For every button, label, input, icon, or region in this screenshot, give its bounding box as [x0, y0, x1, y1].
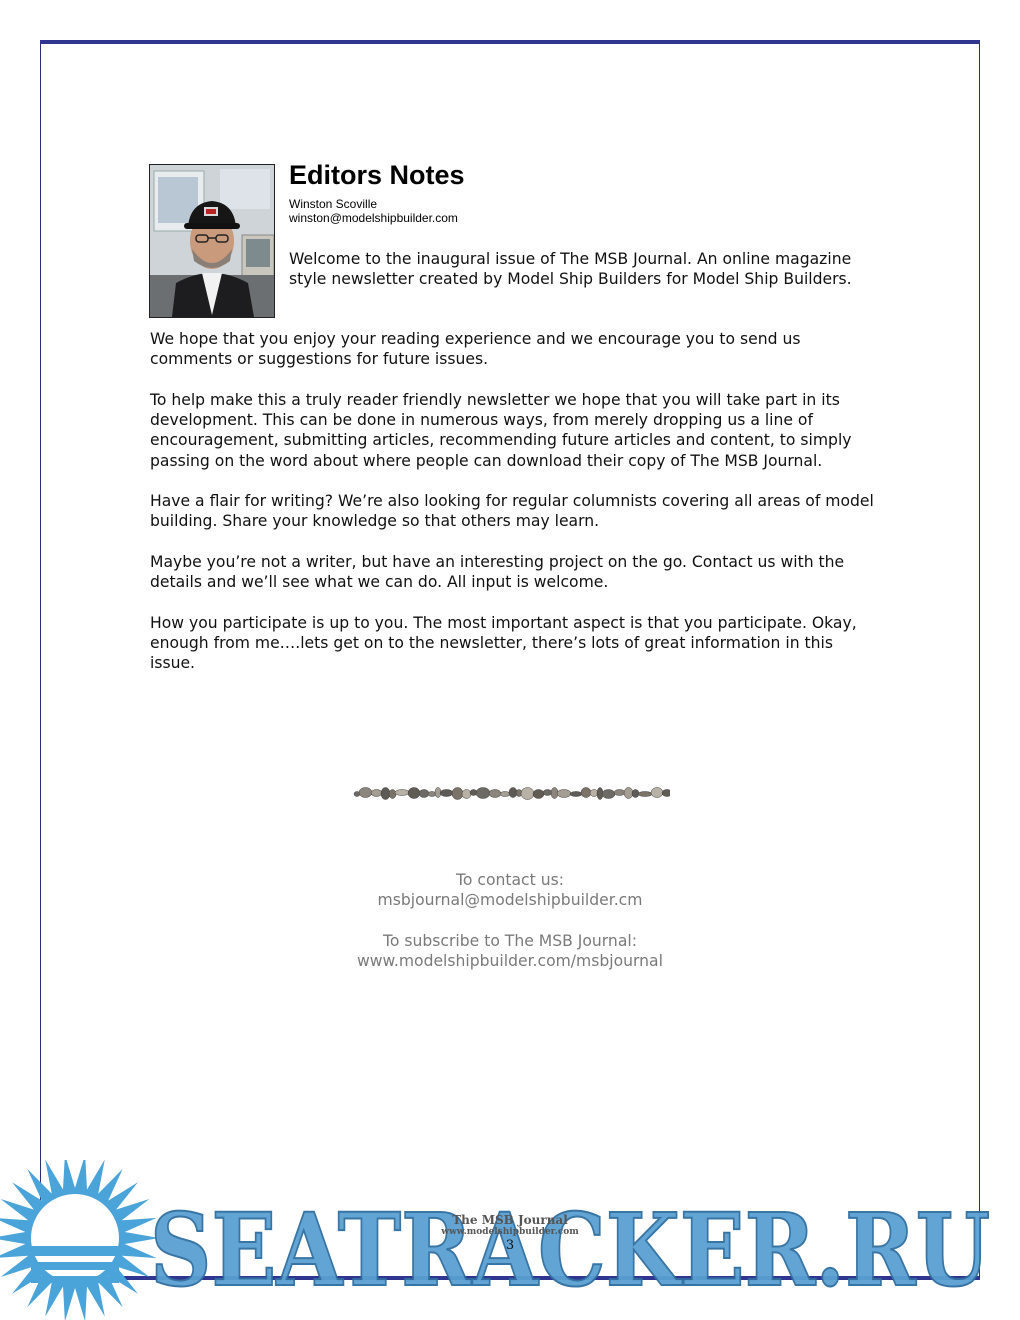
- pebble: [419, 790, 429, 798]
- article-body: [150, 329, 880, 694]
- pebble: [371, 790, 382, 797]
- pebble: [500, 792, 510, 797]
- page-footer: [390, 1213, 630, 1253]
- pebble: [381, 788, 390, 800]
- pebble: [614, 790, 625, 796]
- contact-label: To contact us:: [456, 871, 564, 889]
- sun-icon: [0, 1160, 159, 1320]
- author-photo: [149, 164, 275, 318]
- body-paragraph: We hope that you enjoy your reading experience and we encourage you to send us comments or suggestions for future issues.: [150, 330, 801, 369]
- pebble: [389, 790, 396, 799]
- author-email: winston@modelshipbuilder.com: [289, 211, 458, 225]
- byline: [289, 197, 458, 225]
- pebble: [557, 790, 571, 798]
- pebble: [476, 788, 490, 799]
- pebble: [489, 790, 501, 798]
- pebble: [521, 788, 534, 800]
- subscribe-url: www.modelshipbuilder.com/msbjournal: [357, 952, 663, 971]
- pebble: [543, 790, 552, 796]
- page-number: 3: [505, 1238, 515, 1253]
- subscribe-label: To subscribe to The MSB Journal:: [383, 931, 637, 950]
- pebble: [602, 790, 615, 799]
- contact-email: msbjournal@modelshipbuilder.cm: [377, 891, 643, 910]
- pebble: [359, 788, 372, 798]
- footer-title: The MSB Journal: [452, 1213, 568, 1227]
- pebble: [624, 788, 633, 799]
- intro-paragraph: Welcome to the inaugural issue of The MSB Journal. An online magazine style newsletter created by Model Ship Builders for Model Ship Builders.: [289, 250, 852, 289]
- top-rule: [40, 40, 980, 44]
- body-paragraph: Maybe you’re not a writer, but have an interesting project on the go. Contact us with the details and we’ll see what we can do. All input is welcome.: [150, 553, 845, 592]
- body-paragraph: To help make this a truly reader friendly newsletter we hope that you will take part in its development. This can be done in numerous ways, from merely dropping us a line of encouragement, submitting articles, recommending future articles and content, to simply passing on the word about where people can download their copy of The MSB Journal.: [150, 390, 852, 470]
- article-title: Editors Notes: [289, 160, 465, 190]
- pebble: [440, 790, 453, 797]
- body-paragraph: Have a flair for writing? We’re also looking for regular columnists covering all areas of model building. Share your knowledge so that others may learn.: [150, 492, 874, 531]
- pebble: [462, 790, 471, 799]
- pebble: [395, 790, 409, 796]
- pebble: [533, 790, 544, 799]
- watermark-text: SEATRACKER.RU: [150, 1191, 990, 1309]
- footer-url: www.modelshipbuilder.com: [441, 1227, 579, 1237]
- contact-block: [310, 870, 710, 992]
- body-paragraph: How you participate is up to you. The most important aspect is that you participate. Okay, enough from me….lets get on to the newsletter, there’s lots of great information in this issue.: [150, 614, 857, 673]
- pebble: [662, 790, 670, 797]
- pebble: [638, 792, 652, 797]
- pebble: [581, 788, 591, 798]
- author-name: Winston Scoville: [289, 197, 378, 211]
- pebble: [570, 792, 582, 797]
- pebble: [408, 788, 420, 799]
- pebble-divider: [350, 780, 670, 804]
- pebble: [651, 788, 663, 798]
- pebble: [452, 788, 463, 800]
